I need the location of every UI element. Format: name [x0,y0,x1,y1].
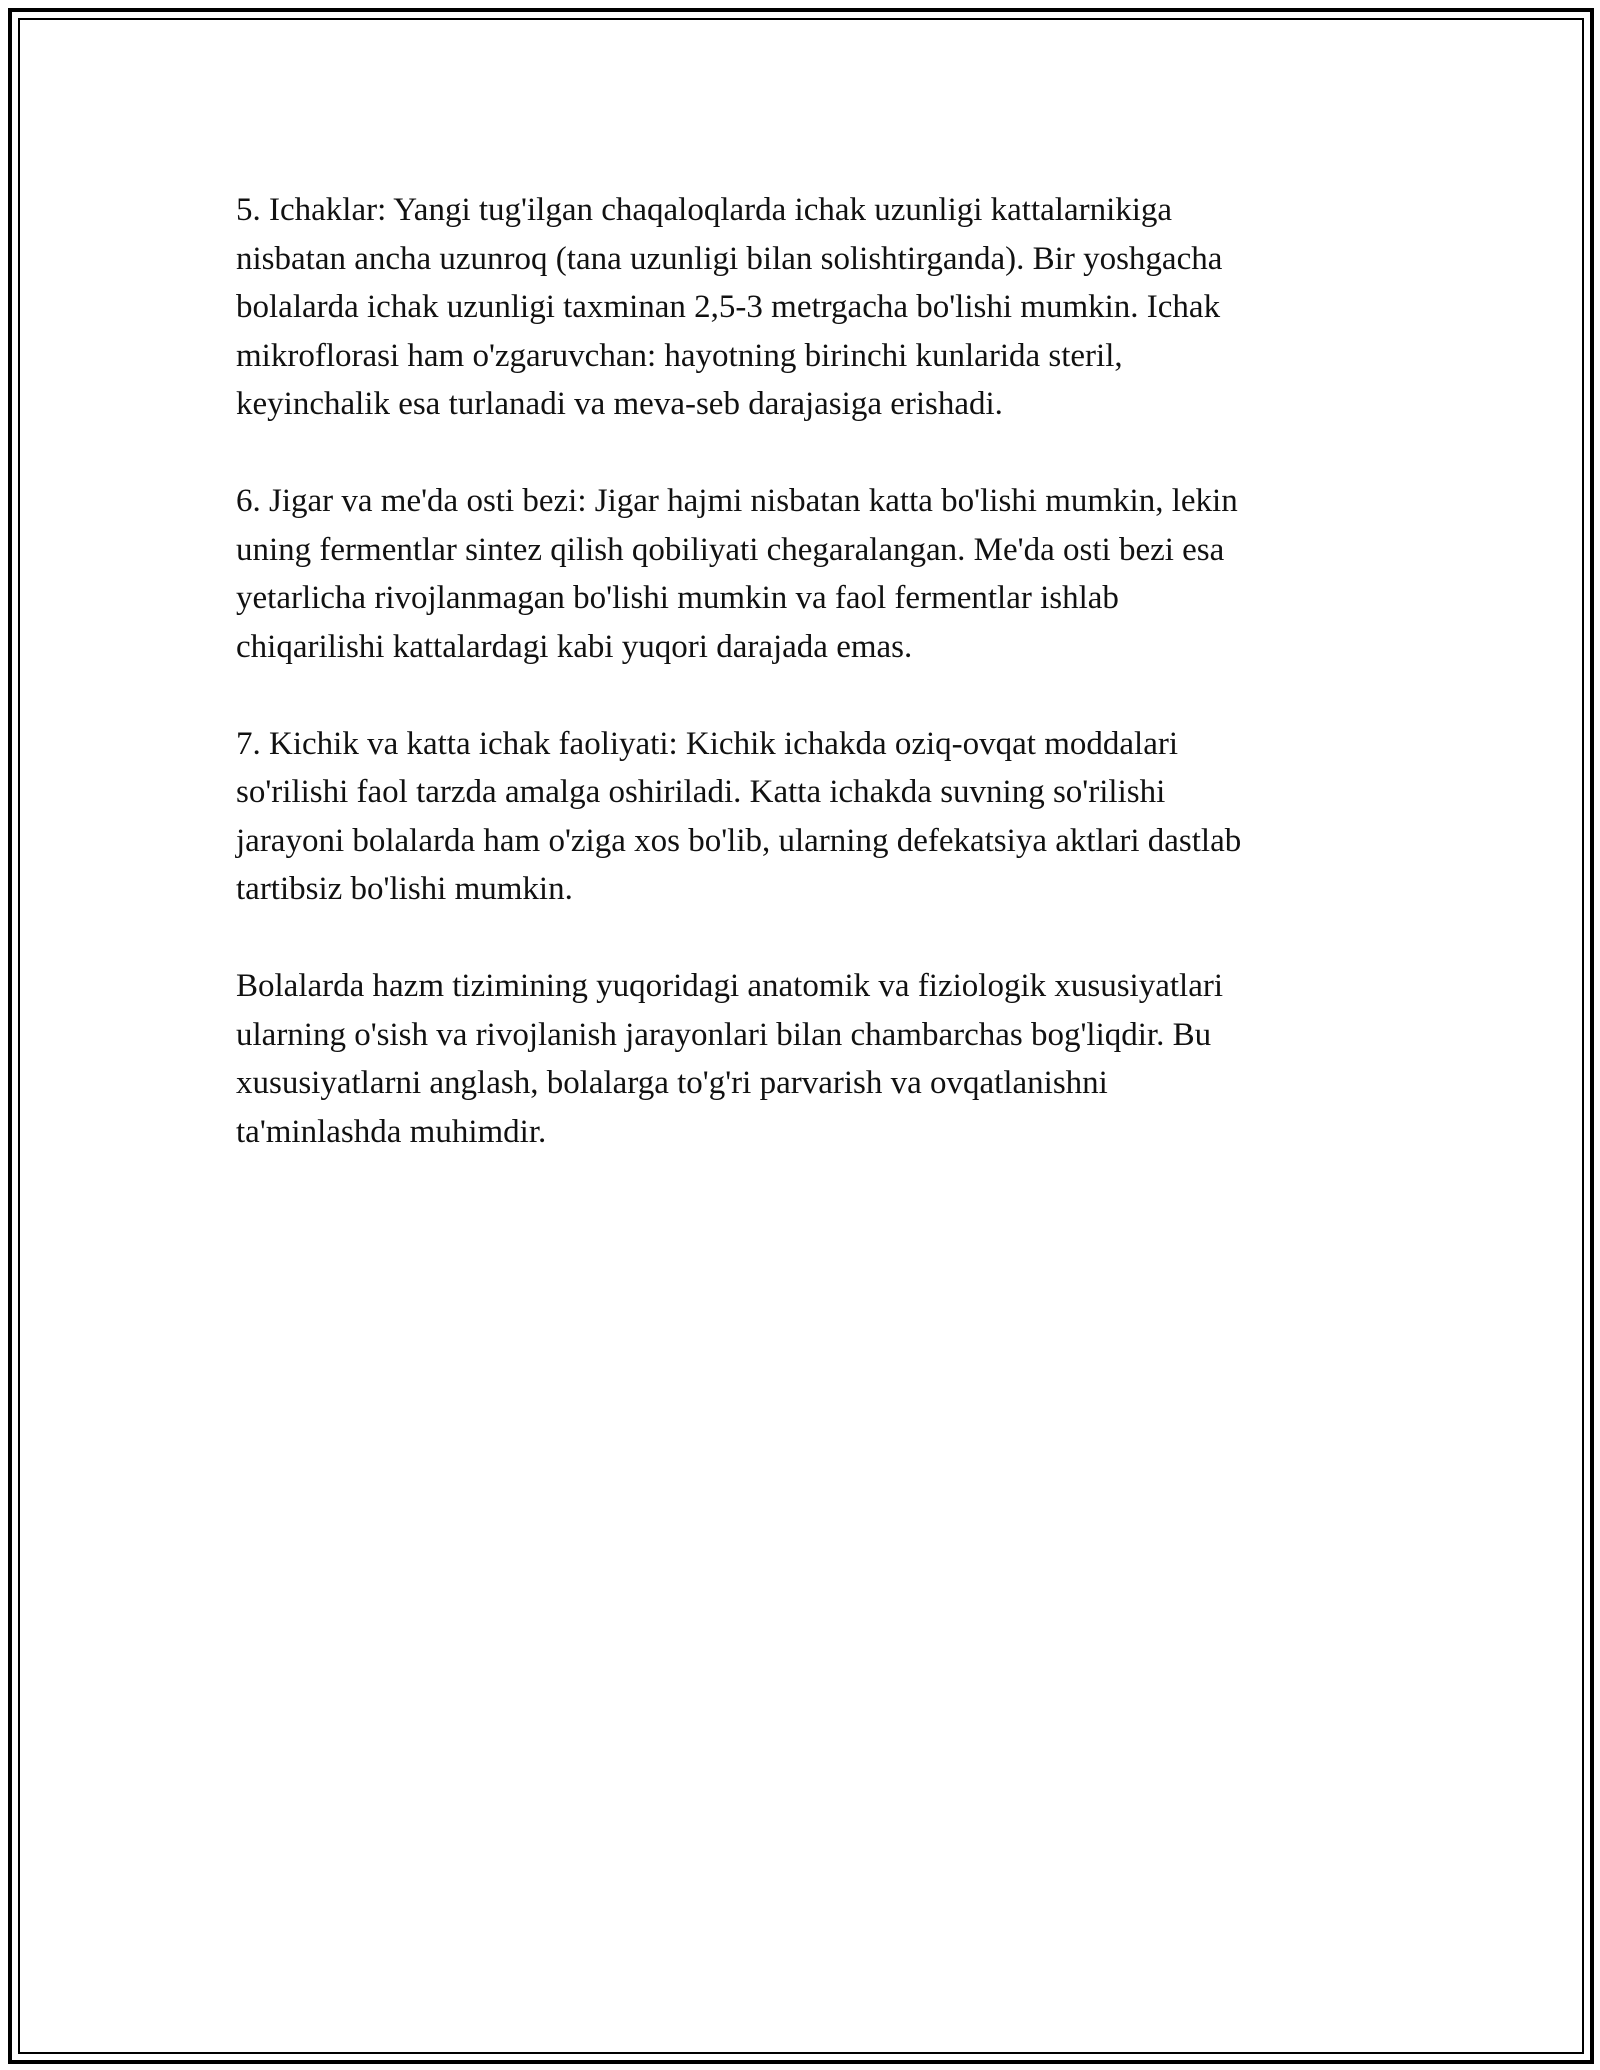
paragraph-conclusion: Bolalarda hazm tizimining yuqoridagi anatomik va fiziologik xususiyatlari ularning o'sish va rivojlanish jarayonlari bilan chambarchas bog'liqdir. Bu xususiyatlarni anglash, bolalarga to'g'ri parvarish va ovqatlanishni ta'minlashda muhimdir. [236,968,1224,1150]
paragraph-liver-pancreas: 6. Jigar va me'da osti bezi: Jigar hajmi nisbatan katta bo'lishi mumkin, lekin uning fermentlar sintez qilish qobiliyati chegaralangan. Me'da osti bezi esa yetarlicha rivojlanmagan bo'lishi mumkin va faol fermentlar ishlab chiqarilishi kattalardagi kabi yuqori darajada emas. [236,483,1238,665]
paragraph-small-large-intestine: 7. Kichik va katta ichak faoliyati: Kichik ichakda oziq-ovqat moddalari so'rilishi faol tarzda amalga oshiriladi. Katta ichakda suvning so'rilishi jarayoni bolalarda ham o'ziga xos bo'lib, ularning defekatsiya aktlari dastlab tartibsiz bo'lishi mumkin. [236,725,1242,907]
paragraph-intestines: 5. Ichaklar: Yangi tug'ilgan chaqaloqlarda ichak uzunligi kattalarnikiga nisbatan ancha uzunroq (tana uzunligi bilan solishtirganda). Bir yoshgacha bolalarda ichak uzunligi taxminan 2,5-3 metrgacha bo'lishi mumkin. Ichak mikroflorasi ham o'zgaruvchan: hayotning birinchi kunlarida steril, keyinchalik esa turlanadi va meva-seb darajasiga erishadi. [236,192,1223,422]
document-body [236,186,1376,1205]
